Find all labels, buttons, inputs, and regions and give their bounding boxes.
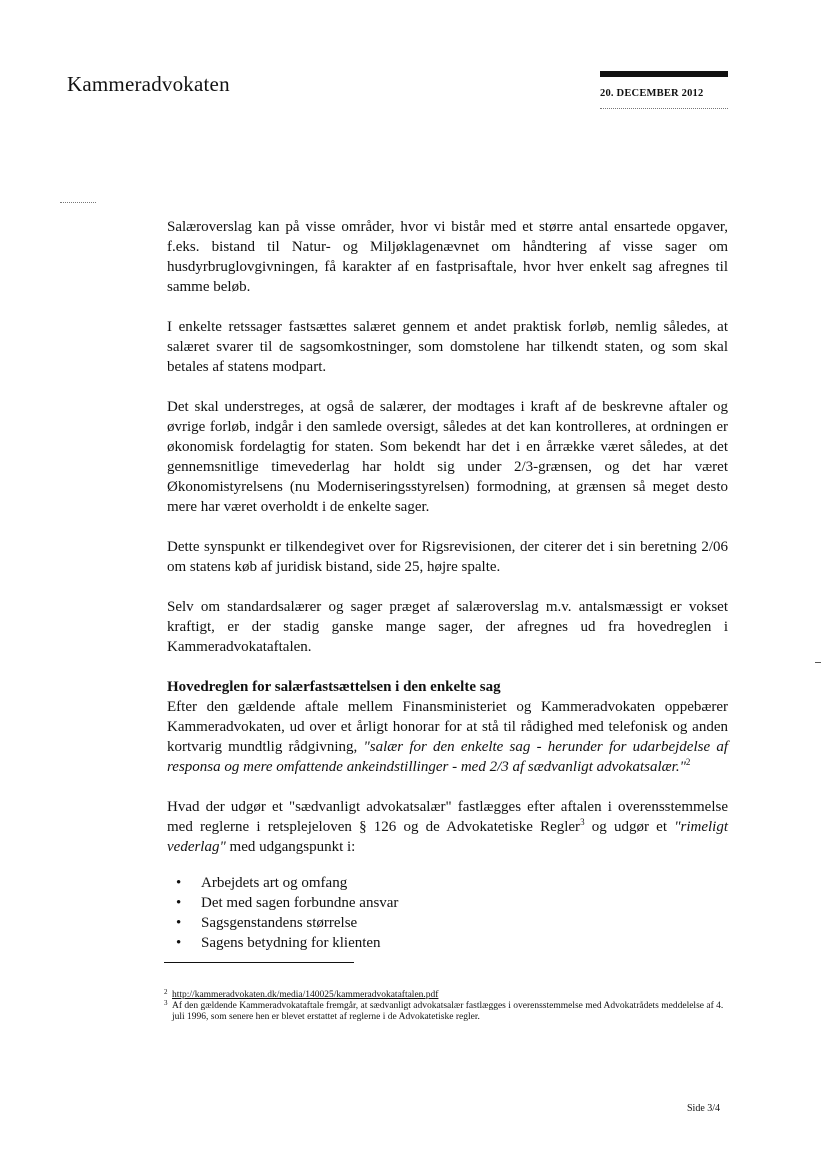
paragraph-5: Selv om standardsalærer og sager præget af salæroverslag m.v. antalsmæssigt er vokset kraftigt, er der stadig ganske mange sager, der afregnes ud fra hovedreglen i Kammeradvokataftalen. [167,599,728,655]
bullet-icon: • [176,935,182,951]
footnote-2-number: 2 [164,988,168,996]
scan-edge-mark [815,662,821,663]
list-item [167,893,728,913]
kammeradvokaten-logo: Kammeradvokaten [67,72,230,96]
footnote-divider [164,962,354,963]
footnote-2 [164,990,730,1001]
list-item [167,873,728,893]
footnote-3 [164,1001,730,1023]
section-heading: Hovedreglen for salærfastsættelsen i den enkelte sag [167,679,501,695]
footnote-3-text: Af den gældende Kammeradvokataftale fremgår, at sædvanligt advokatsalær fastlægges i overensstemmelse med Advokatrådets meddelelse af 4. juli 1996, som senere hen er blevet erstattet af reglerne i de Advokatetiske regler. [172,1001,724,1022]
bullet-icon: • [176,875,182,891]
footnote-ref-2: 2 [685,757,691,767]
header-black-bar [600,71,728,77]
list-item [167,913,728,933]
paragraph-1: Salæroverslag kan på visse områder, hvor vi bistår med et større antal ensartede opgaver, f.eks. bistand til Natur- og Miljøklagenævnet om håndtering af visse sager om husdyrbruglovgivningen, få karakter af en fastprisaftale, hvor hver enkelt sag afregnes til samme beløb. [167,219,728,295]
paragraph-6 [167,697,728,777]
margin-divider [60,202,96,203]
criteria-list [167,873,728,953]
bullet-icon: • [176,915,182,931]
agreement-quote: "salær for den enkelte sag - herunder for udarbejdelse af responsa og mere omfattende ankeindstillinger - med 2/3 af sædvanligt advokatsalær." [167,739,728,775]
bullet-icon: • [176,895,182,911]
footnotes [164,990,730,1023]
page-number: Side 3/4 [687,1103,721,1114]
list-item [167,933,728,953]
reasonable-fee-quote: "rimeligt vederlag" [167,819,728,855]
date-divider [600,108,728,109]
paragraph-7-end: med udgangspunkt i: [225,839,356,855]
list-item-text: Sagsgenstandens størrelse [201,915,358,931]
paragraph-7 [167,797,728,857]
document-body [167,217,728,953]
agreement-link[interactable]: http://kammeradvokaten.dk/media/140025/kammeradvokataftalen.pdf [172,990,439,1000]
footnote-ref-3: 3 [580,817,585,827]
paragraph-7-mid: og udgør et [584,819,675,835]
footnote-3-number: 3 [164,999,168,1007]
paragraph-6-text: Efter den gældende aftale mellem Finansministeriet og Kammeradvokaten oppebærer Kammeradvokaten, ud over et årligt honorar for at stå til rådighed med telefonisk og anden kortvarig mundtlig rådgivning, [167,699,728,755]
list-item-text: Sagens betydning for klienten [201,935,381,951]
paragraph-3: Det skal understreges, at også de salærer, der modtages i kraft af de beskrevne aftaler og øvrige forløb, indgår i den samlede oversigt, således at det kan kontrolleres, at ordningen er økonomisk fordelagtig for staten. Som bekendt har det i en årrække været således, at det gennemsnitlige timevederlag har holdt sig under 2/3-grænsen, og det har været Økonomistyrelsens (nu Moderniseringsstyrelsen) formodning, at grænsen så meget desto mere har været overholdt i de enkelte sager. [167,399,728,515]
paragraph-2: I enkelte retssager fastsættes salæret gennem et andet praktisk forløb, nemlig således, at salæret svarer til de sagsomkostninger, som domstolene har tilkendt staten, og som skal betales af statens modpart. [167,319,728,375]
list-item-text: Det med sagen forbundne ansvar [201,895,399,911]
paragraph-4: Dette synspunkt er tilkendegivet over for Rigsrevisionen, der citerer det i sin beretning 2/06 om statens køb af juridisk bistand, side 25, højre spalte. [167,539,728,575]
list-item-text: Arbejdets art og omfang [201,875,348,891]
paragraph-7-text: Hvad der udgør et "sædvanligt advokatsalær" fastlægges efter aftalen i overensstemmelse med reglerne i retsplejeloven § 126 og de Advokatetiske Regler [167,799,728,835]
document-date: 20. DECEMBER 2012 [600,88,704,99]
